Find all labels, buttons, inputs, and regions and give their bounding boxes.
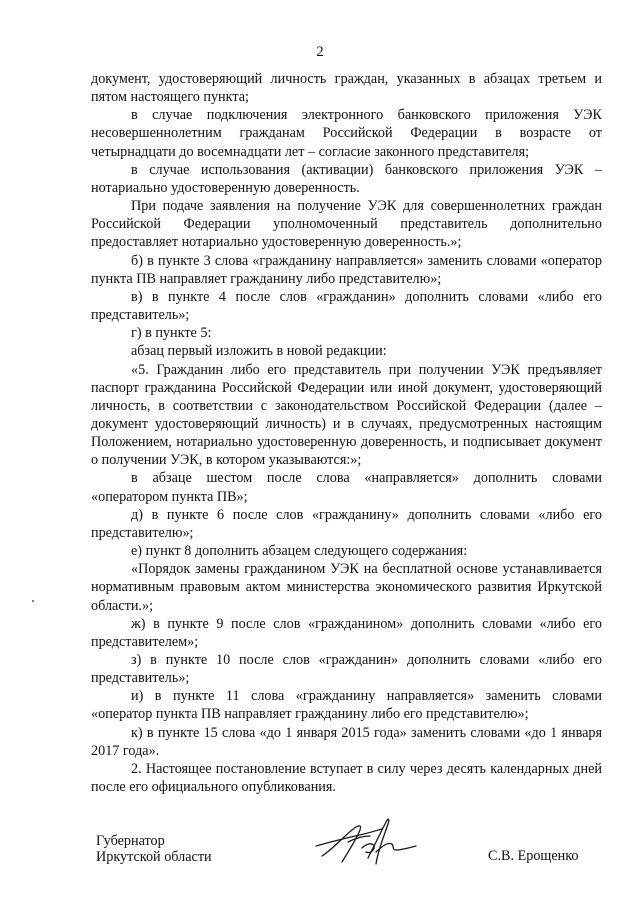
page-number: 2 — [316, 44, 324, 60]
signatory-title-line1: Губернатор — [96, 833, 165, 849]
paragraph: з) в пункте 10 после слов «гражданин» дополнить словами «либо его представитель»; — [91, 652, 602, 687]
document-body — [91, 70, 602, 796]
paragraph: При подаче заявления на получение УЭК для совершеннолетних граждан Российской Федерации уполномоченный представитель дополнительно предоставляет нотариально удостоверенную доверенность.»; — [91, 198, 602, 251]
signatory-title — [96, 833, 212, 865]
signatory-name: С.В. Ерощенко — [488, 848, 579, 864]
paragraph: в случае подключения электронного банковского приложения УЭК несовершеннолетним гражданам Российской Федерации в возрасте от четырнадцати до восемнадцати лет – согласие законного представителя; — [91, 107, 602, 160]
margin-dot — [32, 600, 34, 602]
paragraph: к) в пункте 15 слова «до 1 января 2015 года» заменить словами «до 1 января 2017 года». — [91, 724, 602, 759]
handwritten-signature — [312, 812, 424, 870]
paragraph: «5. Гражданин либо его представитель при получении УЭК предъявляет паспорт гражданина Российской Федерации или иной документ, удостоверяющий личность, в соответствии с законодательством Российской Федерации (далее – документ удостоверяющий личность) и в случаях, предусмотренных настоящим Положением, нотариально удостоверенную доверенность, и подписывает документ о получении УЭК, в котором указываются:»; — [91, 361, 602, 469]
paragraph: в абзаце шестом после слова «направляется» дополнить словами «оператором пункта ПВ»; — [91, 470, 602, 505]
paragraph: «Порядок замены гражданином УЭК на бесплатной основе устанавливается нормативным правовым актом министерства экономического развития Иркутской области.»; — [91, 561, 602, 614]
paragraph: и) в пункте 11 слова «гражданину направляется» заменить словами «оператор пункта ПВ направляет гражданину либо его представителю»; — [91, 688, 602, 723]
paragraph: е) пункт 8 дополнить абзацем следующего содержания: — [131, 543, 468, 560]
paragraph: документ, удостоверяющий личность граждан, указанных в абзацах третьем и пятом настоящего пункта; — [91, 71, 602, 106]
paragraph: в случае использования (активации) банковского приложения УЭК – нотариально удостоверенную доверенность. — [91, 161, 602, 196]
paragraph: б) в пункте 3 слова «гражданину направляется» заменить словами «оператор пункта ПВ направляет гражданину либо представителю»; — [91, 252, 602, 287]
paragraph: ж) в пункте 9 после слов «гражданином» дополнить словами «либо его представителем»; — [91, 615, 602, 650]
paragraph: абзац первый изложить в новой редакции: — [131, 343, 387, 360]
paragraph: 2. Настоящее постановление вступает в силу через десять календарных дней после его официального опубликования. — [91, 760, 602, 796]
paragraph: в) в пункте 4 после слов «гражданин» дополнить словами «либо его представитель»; — [91, 288, 602, 324]
signatory-title-line2: Иркутской области — [96, 849, 212, 865]
paragraph: д) в пункте 6 после слов «гражданину» дополнить словами «либо его представителю»; — [91, 506, 602, 541]
paragraph: г) в пункте 5: — [131, 325, 212, 342]
